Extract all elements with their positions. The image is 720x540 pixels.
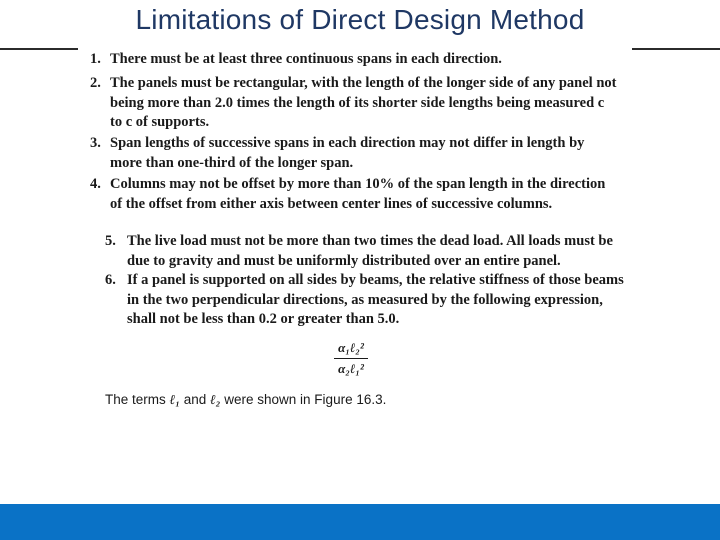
list-item — [90, 74, 622, 133]
footer-bar — [0, 504, 720, 540]
list-text-line: to c of supports. — [110, 114, 210, 130]
list-text-line: due to gravity and must be uniformly distributed over an entire panel. — [127, 252, 561, 269]
terms-note — [105, 392, 386, 408]
list-text-line: more than one-third of the longer span. — [110, 154, 354, 171]
list-number: 4. — [90, 176, 101, 192]
list-item — [90, 175, 622, 214]
terms-suffix: were shown in Figure 16.3. — [220, 392, 387, 407]
l1-symbol: ℓ₁ — [169, 392, 180, 407]
formula-numerator: α₁ℓ₂² — [338, 340, 364, 355]
list-text-line: being more than 2.0 times the length of its shorter side lengths being measured c — [110, 94, 605, 111]
list-text-line: Span lengths of successive spans in each direction may not differ in length by — [110, 135, 585, 151]
list-item — [90, 134, 622, 173]
list-number: 1. — [90, 51, 101, 67]
list-number: 3. — [90, 135, 101, 151]
list-item — [90, 50, 618, 70]
list-item — [105, 232, 617, 271]
list-text-line: in the two perpendicular directions, as measured by the following expression, — [127, 291, 603, 308]
formula-denominator: α₂ℓ₁² — [338, 361, 364, 376]
list-number: 6. — [105, 272, 116, 288]
list-text-line: shall not be less than 0.2 or greater than 5.0. — [127, 311, 400, 327]
list-item — [105, 271, 624, 330]
terms-mid: and — [180, 392, 211, 407]
list-text-line: The live load must not be more than two times the dead load. All loads must be — [127, 233, 613, 249]
terms-prefix: The terms — [105, 392, 170, 407]
stiffness-ratio-formula — [334, 339, 368, 378]
list-text-line: If a panel is supported on all sides by beams, the relative stiffness of those beams — [127, 272, 624, 288]
list-text-line: The panels must be rectangular, with the length of the longer side of any panel not — [110, 75, 617, 91]
list-number: 5. — [105, 233, 116, 249]
fraction-bar — [334, 358, 368, 359]
list-text-line: of the offset from either axis between center lines of successive columns. — [110, 195, 553, 212]
list-number: 2. — [90, 75, 101, 91]
l2-symbol: ℓ₂ — [210, 392, 221, 407]
slide-title: Limitations of Direct Design Method — [135, 4, 585, 35]
list-text-line: There must be at least three continuous spans in each direction. — [110, 51, 502, 67]
list-text-line: Columns may not be offset by more than 10% of the span length in the direction — [110, 176, 606, 192]
